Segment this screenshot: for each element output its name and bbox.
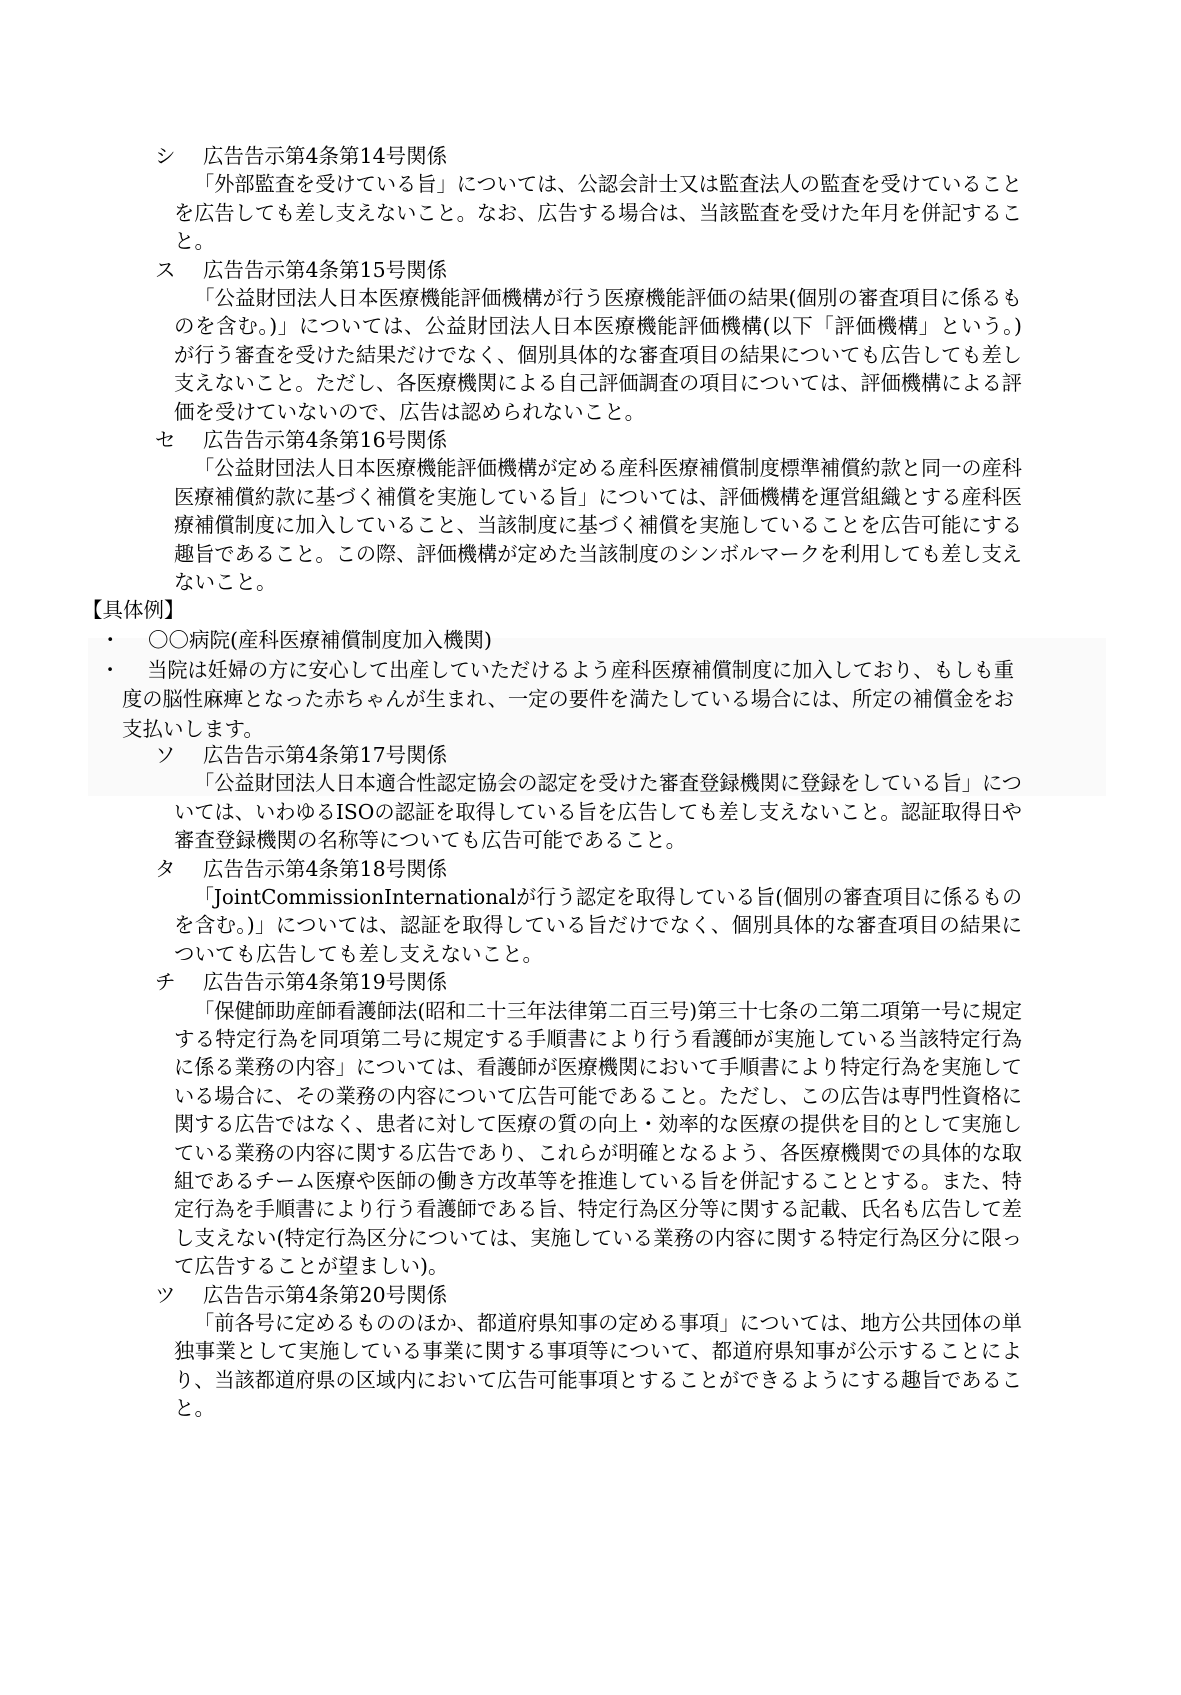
section-title: 広告告示第4条第17号関係 (203, 743, 448, 767)
section-marker: シ (155, 144, 176, 168)
paragraph-text: する特定行為を同項第二号に規定する手順書により行う看護師が実施している当該特定行為 (174, 1027, 1023, 1051)
paragraph-text: 組であるチーム医療や医師の働き方改革等を推進している旨を併記することとする。また、特 (174, 1169, 1022, 1193)
paragraph-text: 独事業として実施している事業に関する事項等について、都道府県知事が公示することによ (174, 1339, 1023, 1364)
paragraph-line (174, 1025, 1022, 1053)
paragraph-line (174, 1110, 1022, 1138)
paragraph-line (174, 1366, 1022, 1394)
bullet-mark: ・ (100, 628, 121, 653)
paragraph-text: ないこと。 (174, 570, 277, 594)
paragraph-text: に係る業務の内容」については、看護師が医療機関において手順書により特定行為を実施して (174, 1055, 1022, 1080)
section-heading (155, 426, 447, 454)
example-item-text: 支払いします。 (122, 716, 264, 741)
paragraph-text: 関する広告ではなく、患者に対して医療の質の向上・効率的な医療の提供を目的として実施し (174, 1112, 1022, 1137)
paragraph-text: ている業務の内容に関する広告であり、これらが明確となるよう、各医療機関での具体的な取 (174, 1140, 1022, 1165)
example-item-text: 度の脳性麻痺となった赤ちゃんが生まれ、一定の要件を満たしている場合には、所定の補償金をお (122, 687, 1014, 712)
section-heading (155, 1281, 447, 1309)
paragraph-line (174, 940, 543, 968)
paragraph-line (174, 1337, 1022, 1365)
paragraph-text: 「公益財団法人日本医療機能評価機構が行う医療機能評価の結果(個別の審査項目に係るも (194, 286, 1022, 310)
section-marker: セ (155, 428, 176, 452)
example-title-text: 【具体例】 (82, 598, 185, 622)
section-title: 広告告示第4条第19号関係 (203, 970, 448, 995)
paragraph-line (174, 826, 686, 854)
paragraph-line (174, 1082, 1022, 1110)
paragraph-text: 「外部監査を受けている旨」については、公認会計士又は監査法人の監査を受けていること (194, 172, 1022, 197)
section-heading (155, 968, 447, 996)
paragraph-text: 定行為を手順書により行う看護師である旨、特定行為区分等に関する記載、氏名も広告して差 (174, 1197, 1022, 1222)
example-item (100, 656, 1014, 684)
paragraph-line (174, 911, 1022, 939)
section-title: 広告告示第4条第14号関係 (203, 144, 448, 168)
paragraph-text: し支えない(特定行為区分については、実施している業務の内容に関する特定行為区分に限っ (174, 1225, 1023, 1250)
paragraph-line (174, 540, 1022, 568)
section-marker: ツ (155, 1282, 176, 1307)
paragraph-line (174, 1139, 1022, 1167)
paragraph-line (174, 341, 1022, 369)
example-item (100, 626, 492, 654)
paragraph-line (174, 1394, 215, 1422)
paragraph-text: を広告しても差し支えないこと。なお、広告する場合は、当該監査を受けた年月を併記するこ (174, 200, 1022, 225)
paragraph-line (174, 568, 277, 596)
paragraph-text: 医療補償約款に基づく補償を実施している旨」については、評価機構を運営組織とする産科医 (174, 484, 1022, 509)
section-marker: タ (155, 856, 176, 881)
paragraph-line (174, 369, 1022, 397)
paragraph-line (174, 798, 1022, 826)
paragraph-line (174, 1252, 449, 1280)
paragraph-line (194, 883, 1022, 911)
paragraph-text: 「JointCommissionInternationalが行う認定を取得している旨(個別の審査項目に係るもの (194, 885, 1022, 909)
paragraph-text: と。 (174, 229, 215, 254)
paragraph-text: と。 (174, 1396, 215, 1421)
paragraph-text: 審査登録機関の名称等についても広告可能であること。 (174, 828, 687, 853)
section-title: 広告告示第4条第18号関係 (203, 856, 448, 881)
section-marker: チ (155, 970, 176, 995)
section-title: 広告告示第4条第20号関係 (203, 1282, 448, 1307)
paragraph-text: いる場合に、その業務の内容について広告可能であること。ただし、この広告は専門性資格に (174, 1083, 1022, 1108)
paragraph-line (174, 1224, 1022, 1252)
paragraph-text: 価を受けていないので、広告は認められないこと。 (174, 399, 646, 424)
paragraph-line (174, 1195, 1022, 1223)
paragraph-text: いては、いわゆるISOの認証を取得している旨を広告しても差し支えないこと。認証取得日や (174, 799, 1022, 824)
paragraph-text: のを含む。)」については、公益財団法人日本医療機能評価機構(以下「評価機構」という。) (174, 314, 1023, 339)
section-heading (155, 741, 447, 769)
section-heading (155, 256, 447, 284)
paragraph-line (174, 312, 1023, 340)
paragraph-line (174, 1053, 1022, 1081)
paragraph-text: 「公益財団法人日本適合性認定協会の認定を受けた審査登録機関に登録をしている旨」につ (194, 771, 1022, 796)
paragraph-text: 趣旨であること。この際、評価機構が定めた当該制度のシンボルマークを利用しても差し支え (174, 541, 1022, 566)
section-title: 広告告示第4条第15号関係 (203, 257, 448, 282)
example-item-line (122, 715, 264, 743)
section-heading (155, 142, 447, 170)
paragraph-line (174, 483, 1022, 511)
paragraph-text: 「前各号に定めるもののほか、都道府県知事の定める事項」については、地方公共団体の単 (194, 1311, 1022, 1335)
section-marker: ス (155, 257, 176, 282)
paragraph-line (194, 769, 1022, 797)
paragraph-text: ついても広告しても差し支えないこと。 (174, 941, 543, 966)
paragraph-text: て広告することが望ましい)。 (174, 1254, 449, 1279)
section-title: 広告告示第4条第16号関係 (203, 428, 448, 452)
section-marker: ソ (155, 743, 176, 767)
paragraph-line (174, 511, 1022, 539)
example-item-line (122, 685, 1014, 713)
paragraph-line (194, 454, 1022, 482)
paragraph-text: が行う審査を受けた結果だけでなく、個別具体的な審査項目の結果についても広告しても差し (174, 342, 1022, 367)
paragraph-text: 支えないこと。ただし、各医療機関による自己評価調査の項目については、評価機構による評 (174, 371, 1022, 396)
paragraph-text: 「公益財団法人日本医療機能評価機構が定める産科医療補償制度標準補償約款と同一の産科 (194, 456, 1022, 481)
paragraph-line (174, 227, 215, 255)
example-item-text: 当院は妊婦の方に安心して出産していただけるよう産科医療補償制度に加入しており、もしも重 (147, 657, 1014, 682)
paragraph-text: 「保健師助産師看護師法(昭和二十三年法律第二百三号)第三十七条の二第二項第一号に規定 (194, 998, 1022, 1023)
paragraph-text: を含む。)」については、認証を取得している旨だけでなく、個別具体的な審査項目の結果に (174, 913, 1023, 938)
bullet-mark: ・ (100, 657, 121, 682)
paragraph-line (194, 170, 1022, 198)
paragraph-line (194, 284, 1022, 312)
example-item-text: 〇〇病院(産科医療補償制度加入機関) (148, 628, 492, 653)
example-title (82, 596, 185, 624)
paragraph-line (174, 1167, 1022, 1195)
paragraph-line (174, 398, 645, 426)
paragraph-text: り、当該都道府県の区域内において広告可能事項とすることができるようにする趣旨であるこ (174, 1367, 1022, 1392)
paragraph-line (174, 199, 1022, 227)
paragraph-line (194, 997, 1022, 1025)
paragraph-text: 療補償制度に加入していること、当該制度に基づく補償を実施していることを広告可能にする (174, 513, 1022, 538)
section-heading (155, 855, 447, 883)
paragraph-line (194, 1309, 1022, 1337)
